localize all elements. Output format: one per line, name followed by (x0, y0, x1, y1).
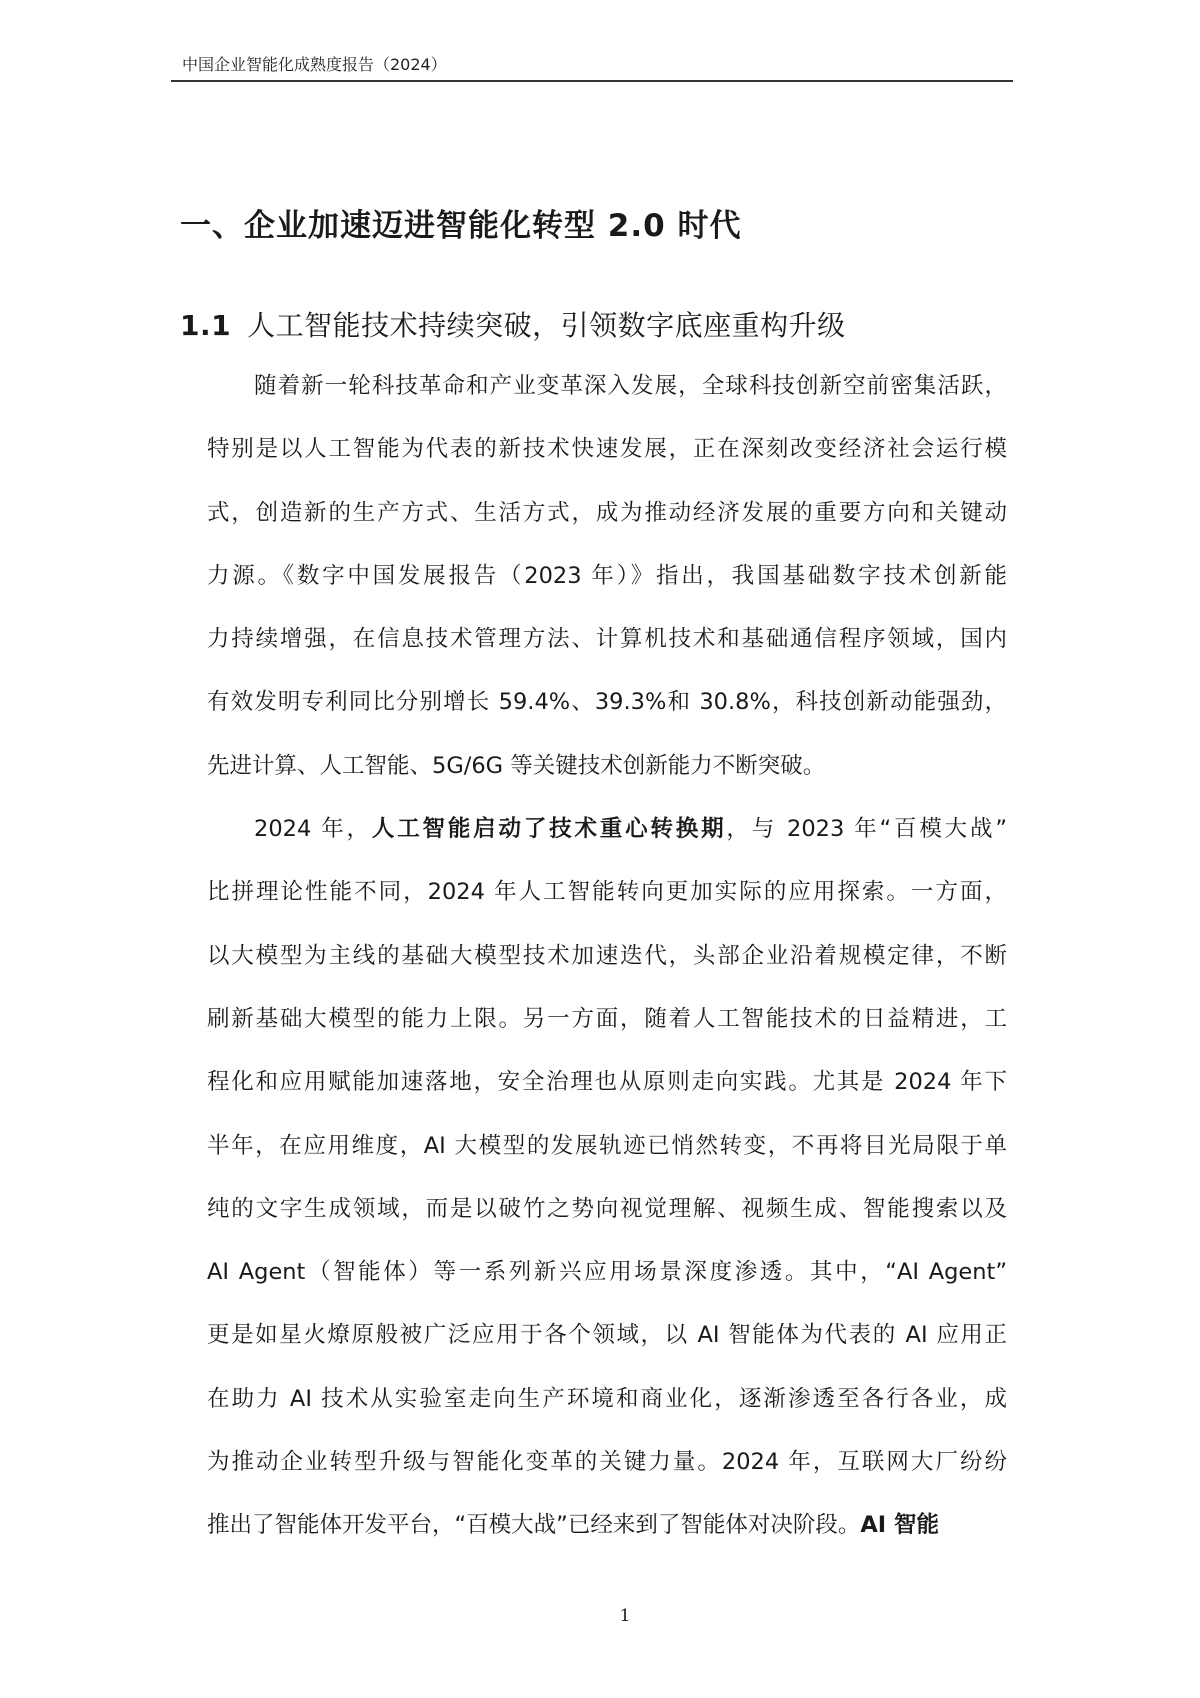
text-line (207, 608, 1007, 671)
text-run: 先进计算、人工智能、5G/6G 等关键技术创新能力不断突破。 (207, 752, 826, 779)
text-run: 纯的文字生成领域，而是以破竹之势向视觉理解、视频生成、智能搜索以及 (207, 1195, 1007, 1222)
text-line (207, 925, 1007, 988)
text-run: 半年，在应用维度，AI 大模型的发展轨迹已悄然转变，不再将目光局限于单 (207, 1132, 1007, 1159)
text-line (207, 1304, 1007, 1367)
text-run: 程化和应用赋能加速落地，安全治理也从原则走向实践。尤其是 2024 年下 (207, 1069, 1007, 1096)
subsection-title: 人工智能技术持续突破，引领数字底座重构升级 (247, 309, 846, 342)
text-run: 随着新一轮科技革命和产业变革深入发展，全球科技创新空前密集活跃， (254, 373, 1007, 399)
text-line (207, 798, 1007, 861)
text-run: 式，创造新的生产方式、生活方式，成为推动经济发展的重要方向和关键动 (207, 499, 1007, 526)
section-heading: 一、企业加速迈进智能化转型 2.0 时代 (180, 208, 742, 244)
text-run: ，与 2023 年“百模大战” (726, 816, 1007, 843)
text-line (207, 1494, 1007, 1557)
bold-text: AI 智能 (860, 1512, 939, 1539)
text-run: 推出了智能体开发平台，“百模大战”已经来到了智能体对决阶段。 (207, 1512, 861, 1539)
body-text (207, 355, 1007, 1558)
header-divider (171, 80, 1013, 82)
text-line (207, 1241, 1007, 1304)
text-line (207, 1051, 1007, 1114)
text-line (207, 1431, 1007, 1494)
text-run: 有效发明专利同比分别增长 59.4%、39.3%和 30.8%，科技创新动能强劲， (207, 689, 1007, 716)
text-line (207, 861, 1007, 924)
text-run: 2024 年， (254, 816, 372, 843)
running-header: 中国企业智能化成熟度报告（2024） (182, 55, 447, 74)
text-line (207, 418, 1007, 481)
text-run: 特别是以人工智能为代表的新技术快速发展，正在深刻改变经济社会运行模 (207, 436, 1007, 463)
page-number: 1 (619, 1606, 631, 1626)
text-run: 在助力 AI 技术从实验室走向生产环境和商业化，逐渐渗透至各行各业，成 (207, 1385, 1007, 1412)
text-run: 比拼理论性能不同，2024 年人工智能转向更加实际的应用探索。一方面， (207, 879, 1007, 906)
text-line (207, 482, 1007, 545)
text-line (207, 1178, 1007, 1241)
text-line (207, 988, 1007, 1051)
text-line (207, 1115, 1007, 1178)
text-run: 更是如星火燎原般被广泛应用于各个领域，以 AI 智能体为代表的 AI 应用正 (207, 1322, 1007, 1349)
text-line (207, 355, 1007, 418)
text-line (207, 671, 1007, 734)
subsection-number: 1.1 (180, 309, 232, 342)
text-run: 力持续增强，在信息技术管理方法、计算机技术和基础通信程序领域，国内 (207, 626, 1007, 653)
text-line (207, 735, 1007, 798)
bold-text: 人工智能启动了技术重心转换期 (371, 816, 727, 843)
text-run: 刷新基础大模型的能力上限。另一方面，随着人工智能技术的日益精进，工 (207, 1005, 1007, 1032)
text-line (207, 545, 1007, 608)
text-run: AI Agent（智能体）等一系列新兴应用场景深度渗透。其中，“AI Agent” (207, 1259, 1007, 1286)
text-run: 力源。《数字中国发展报告（2023 年）》指出，我国基础数字技术创新能 (207, 562, 1007, 589)
text-line (207, 1368, 1007, 1431)
subsection-heading (180, 304, 846, 344)
text-run: 以大模型为主线的基础大模型技术加速迭代，头部企业沿着规模定律，不断 (207, 942, 1007, 969)
text-run: 为推动企业转型升级与智能化变革的关键力量。2024 年，互联网大厂纷纷 (207, 1449, 1007, 1476)
